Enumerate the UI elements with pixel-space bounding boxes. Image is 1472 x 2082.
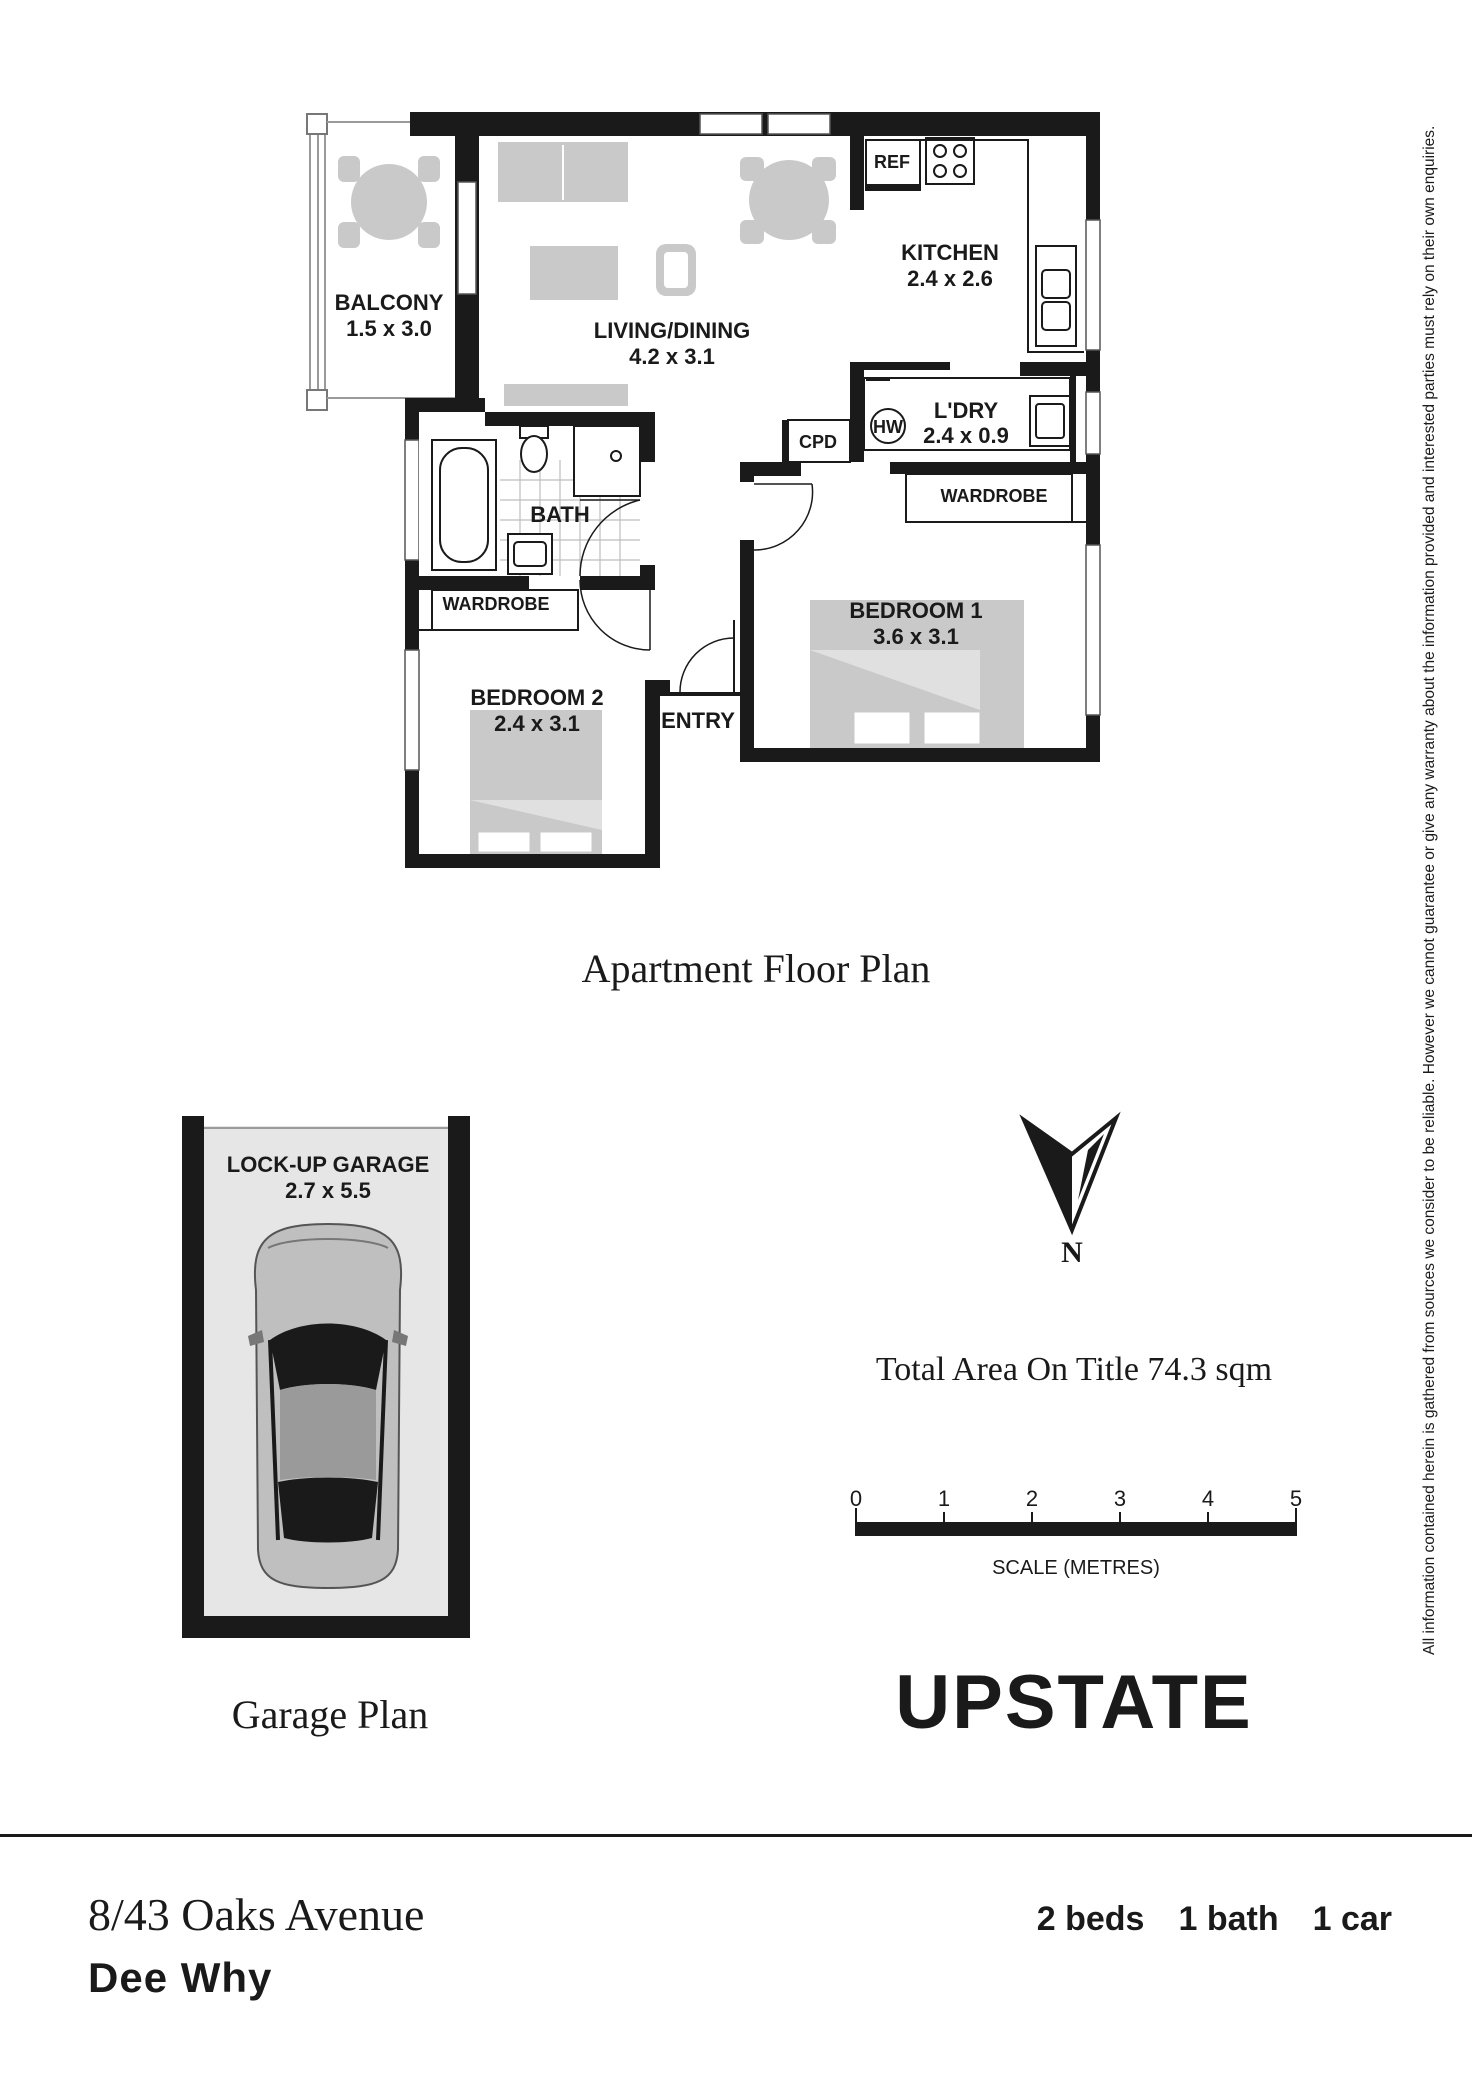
- toilet-icon: [520, 426, 548, 472]
- wardrobe2-label: WARDROBE: [442, 594, 550, 614]
- kitchen-size: 2.4 x 2.6: [907, 266, 993, 291]
- scale-label: SCALE (METRES): [992, 1557, 1160, 1579]
- laundry-size: 2.4 x 0.9: [923, 423, 1009, 448]
- living-label: LIVING/DINING: [593, 318, 751, 343]
- bath-count: 1 bath: [1178, 1900, 1279, 1938]
- floor-plan-title: Apartment Floor Plan: [581, 946, 931, 991]
- sofa-icon: [498, 142, 628, 202]
- entry-door: [680, 620, 734, 692]
- scale-tick-0: 0: [849, 1486, 863, 1511]
- scale-tick-4: 4: [1201, 1486, 1215, 1511]
- total-area: Total Area On Title 74.3 sqm: [875, 1351, 1273, 1388]
- garage-plan: [182, 1116, 470, 1737]
- bedroom2-label: BEDROOM 2: [470, 685, 604, 710]
- armchair-icon: [656, 244, 696, 296]
- balcony-table-icon: [338, 156, 440, 248]
- ref-label: REF: [874, 152, 910, 172]
- kitchen-label: KITCHEN: [901, 240, 999, 265]
- wardrobe1-label: WARDROBE: [940, 486, 1048, 506]
- brand-logo: UPSTATE: [895, 1660, 1253, 1745]
- bedroom2-size: 2.4 x 3.1: [494, 711, 580, 736]
- bedroom1-label: BEDROOM 1: [849, 598, 983, 623]
- vanity-icon: [508, 534, 552, 574]
- dining-table-icon: [740, 157, 836, 244]
- cpd-label: CPD: [798, 432, 838, 452]
- entry-label: ENTRY: [661, 708, 735, 733]
- scale-tick-5: 5: [1289, 1486, 1303, 1511]
- bath-label: BATH: [530, 502, 590, 527]
- compass-label: N: [1061, 1236, 1083, 1269]
- garage-label: LOCK-UP GARAGE: [226, 1152, 430, 1177]
- listing-suburb: Dee Why: [88, 1954, 273, 2001]
- scale-tick-2: 2: [1025, 1486, 1039, 1511]
- bedroom1-size: 3.6 x 3.1: [873, 624, 959, 649]
- beds-count: 2 beds: [1036, 1900, 1145, 1938]
- sink-icon: [1036, 246, 1076, 346]
- car-count: 1 car: [1312, 1900, 1392, 1938]
- listing-stats: [1003, 1900, 1392, 1939]
- scale-tick-1: 1: [937, 1486, 951, 1511]
- garage-size: 2.7 x 5.5: [285, 1178, 371, 1203]
- balcony-size: 1.5 x 3.0: [346, 316, 432, 341]
- cooktop-icon: [926, 138, 974, 184]
- disclaimer-text: All information contained herein is gathered from sources we consider to be reliable. However we cannot guarantee or give any warranty about the information provided and interested parties must rely on their own enquiries.: [1421, 125, 1438, 1655]
- compass-arrow-icon: [1024, 1118, 1116, 1230]
- hw-label: HW: [873, 417, 903, 437]
- listing-address: 8/43 Oaks Avenue: [88, 1889, 425, 1940]
- laundry-tub-icon: [1030, 396, 1070, 446]
- balcony-label: BALCONY: [334, 290, 444, 315]
- laundry-label: L'DRY: [933, 398, 999, 423]
- scale-tick-3: 3: [1113, 1486, 1127, 1511]
- compass: [1024, 1118, 1116, 1269]
- garage-plan-title: Garage Plan: [231, 1692, 429, 1737]
- balcony-area: [307, 114, 460, 410]
- tv-unit: [504, 384, 628, 406]
- coffee-table: [530, 246, 618, 300]
- scale-bar: [850, 1486, 1302, 1579]
- bath-fixtures: [419, 426, 640, 576]
- car-icon: [248, 1224, 408, 1588]
- living-size: 4.2 x 3.1: [629, 344, 715, 369]
- shower-icon: [574, 426, 640, 496]
- apartment-floor-plan: [307, 112, 1100, 991]
- footer-divider: [0, 1834, 1472, 1837]
